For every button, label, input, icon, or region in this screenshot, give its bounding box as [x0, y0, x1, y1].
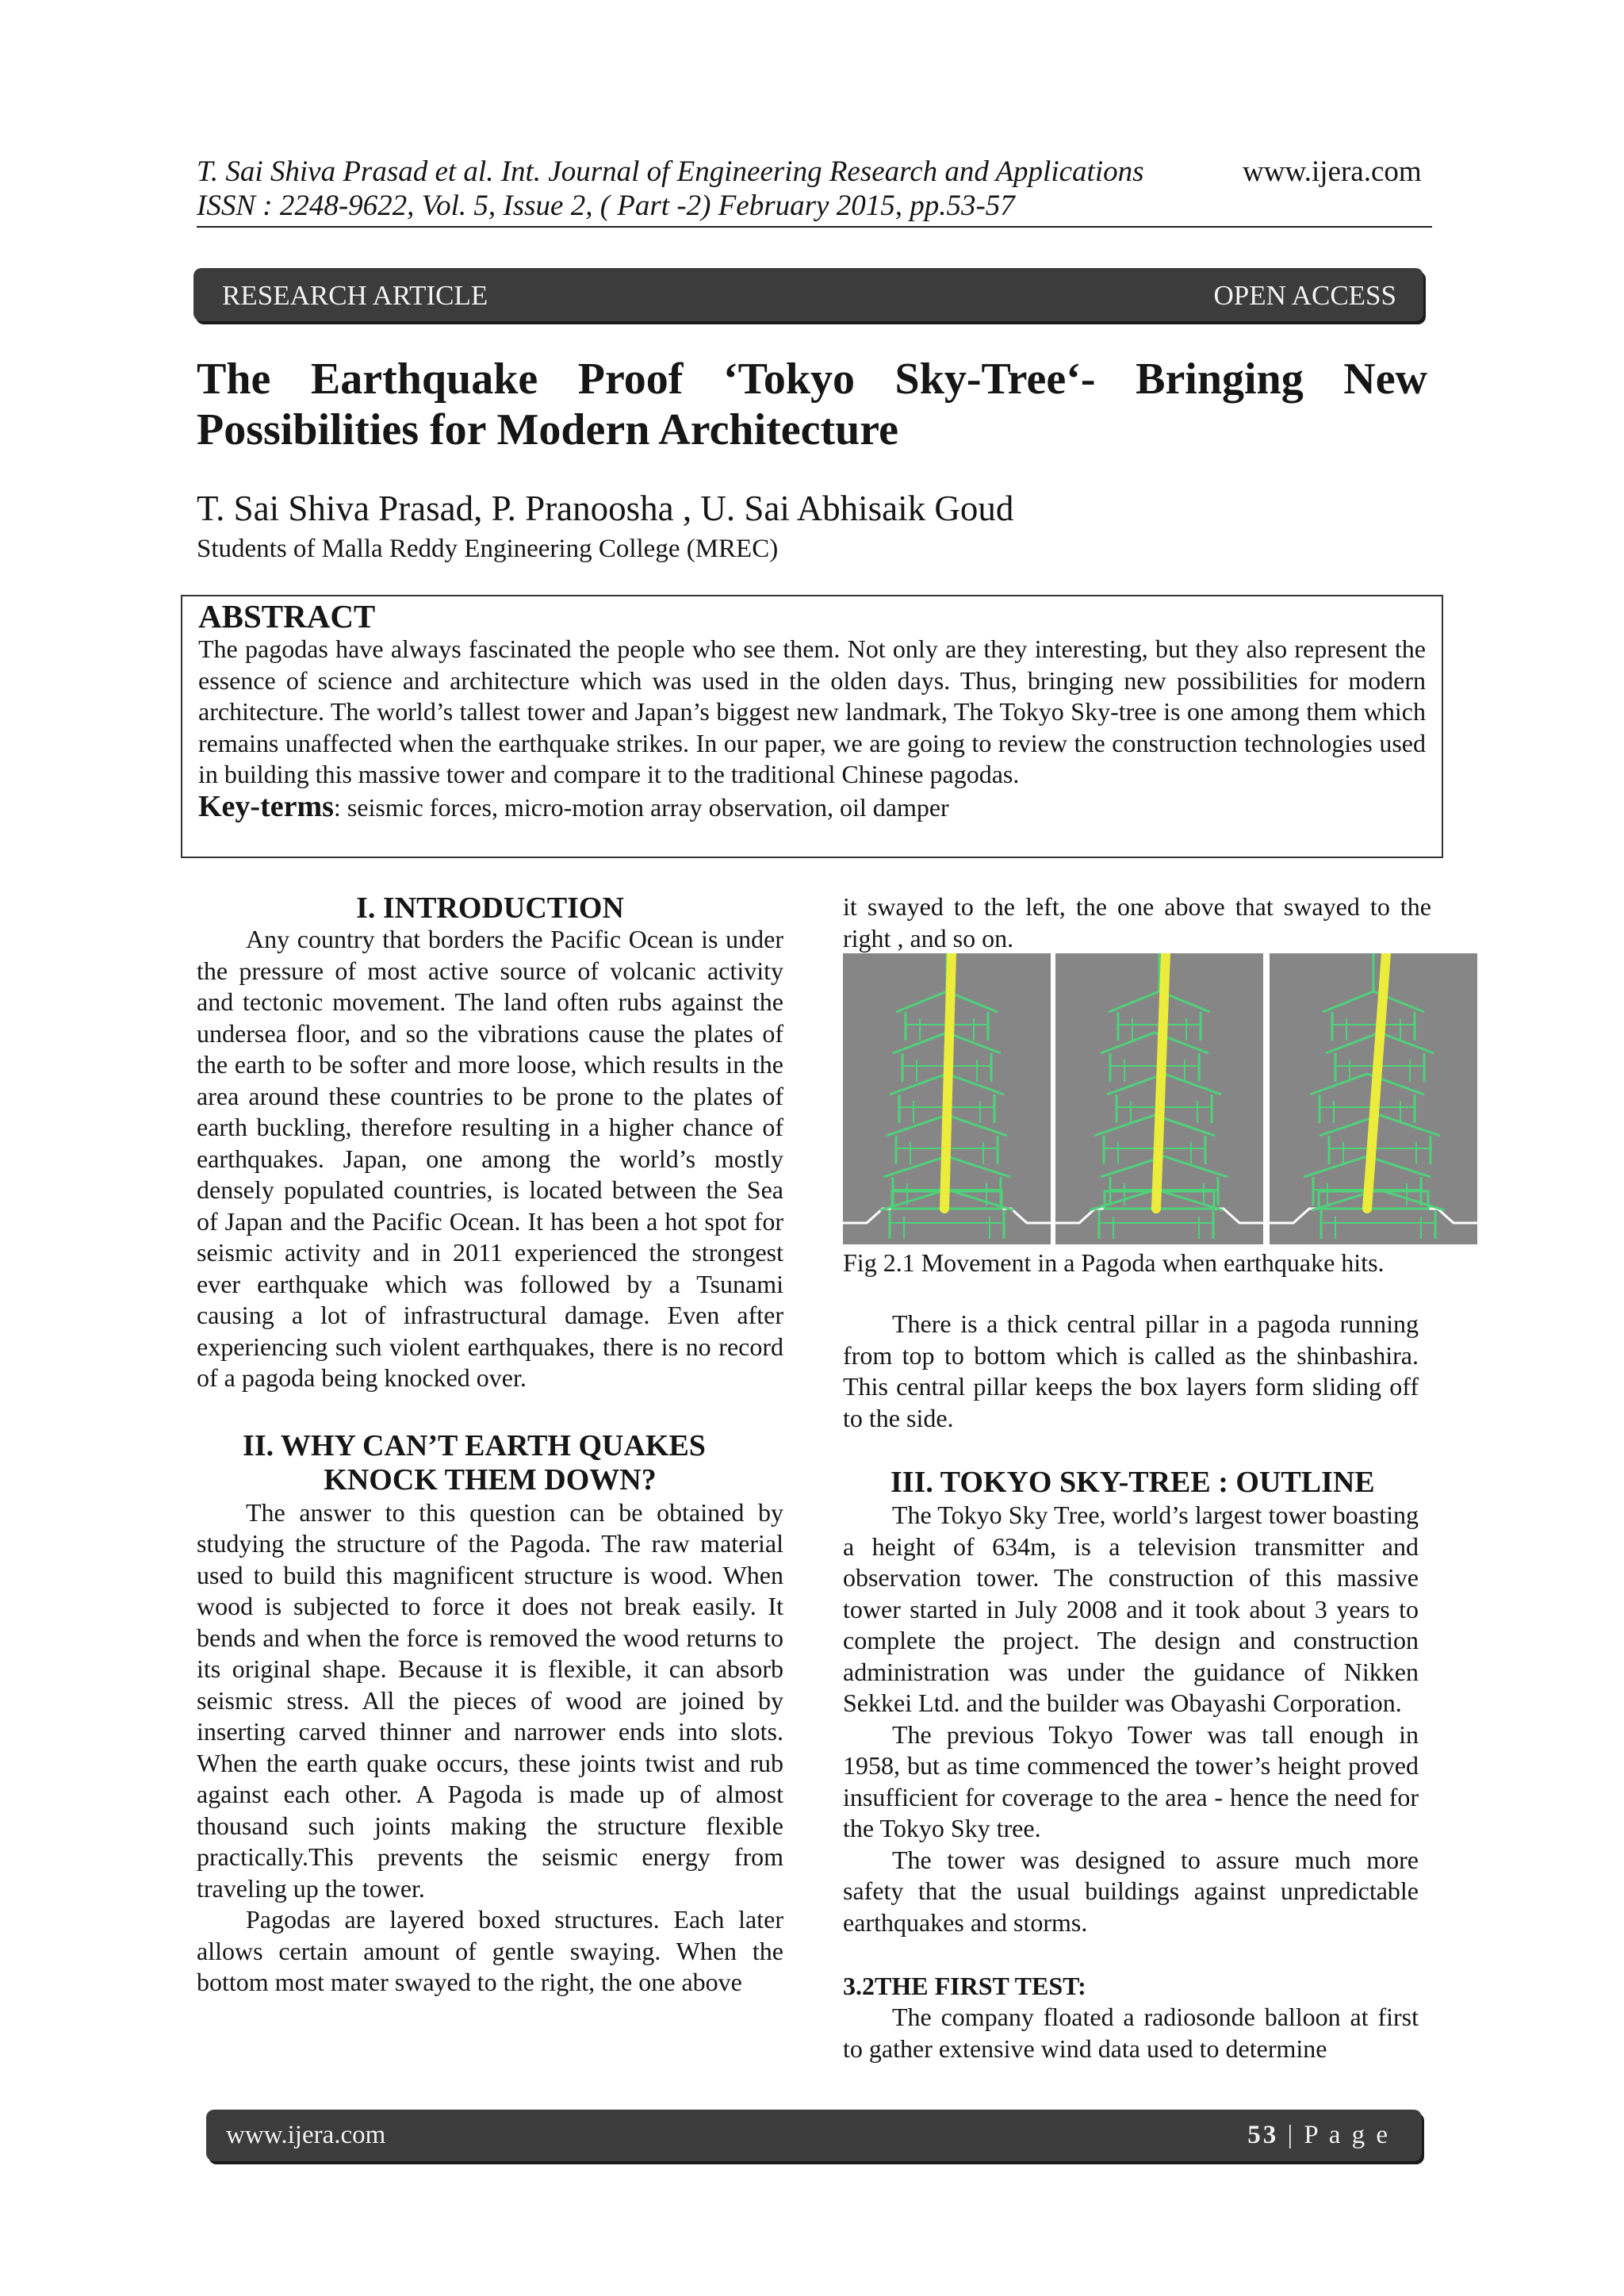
page-footer — [206, 2110, 1422, 2161]
left-column — [197, 891, 783, 1999]
footer-url[interactable]: www.ijera.com — [226, 2121, 386, 2149]
figure-caption: Fig 2.1 Movement in a Pagoda when earthquake hits. — [843, 1248, 1385, 1277]
key-terms-text: : seismic forces, micro-motion array observation, oil damper — [333, 792, 949, 822]
key-terms-label: Key-terms — [198, 789, 334, 823]
page-number-value: 53 — [1247, 2121, 1279, 2149]
section2-paragraph-1: The answer to this question can be obtained by studying the structure of the Pagoda. The raw material used to build this magnificent structure is wood. When wood is subjected to force it does not break easily. It bends and when the force is removed the wood returns to its original shape. Because it is flexible, it can absorb seismic stress. All the pieces of wood are joined by inserting carved thinner and narrower ends into slots. When the earth quake occurs, these joints twist and rub against each other. A Pagoda is made up of almost thousand such joints making the structure flexible practically.This prevents the seismic energy from traveling up the tower. — [197, 1497, 783, 1903]
abstract-box — [181, 595, 1443, 858]
section2-heading-line1: II. WHY CAN’T EARTH QUAKES — [243, 1428, 706, 1462]
author-affiliation: Students of Malla Reddy Engineering College (MREC) — [197, 535, 779, 563]
section3-heading: III. TOKYO SKY-TREE : OUTLINE — [891, 1466, 1375, 1499]
journal-header-line1: T. Sai Shiva Prasad et al. Int. Journal of Engineering Research and Applications — [197, 155, 1144, 188]
author-list: T. Sai Shiva Prasad, P. Pranoosha , U. Sai Abhisaik Goud — [197, 489, 1014, 528]
pagoda-panel-2 — [1055, 953, 1263, 1244]
page-label: | P a g e — [1278, 2121, 1390, 2149]
right-column-top — [843, 891, 1431, 954]
paper-title: The Earthquake Proof ‘Tokyo Sky-Tree‘- Bringing New Possibilities for Modern Architecture — [197, 355, 1427, 454]
section2-paragraph-2: Pagodas are layered boxed structures. Each later allows certain amount of gentle swaying. When the bottom most mater swayed to the right, the one above — [197, 1905, 783, 1996]
page-number — [1247, 2121, 1390, 2150]
introduction-text: Any country that borders the Pacific Ocean is under the pressure of most active source of volcanic activity and tectonic movement. The land often rubs against the undersea floor, and so the vibrations cause the plates of the earth to be softer and more loose, which results in the area around these countries to be prone to the plates of earth buckling, therefore resulting in a higher chance of earthquakes. Japan, one among the world’s mostly densely populated countries, is located between the Sea of Japan and the Pacific Ocean. It has been a hot spot for seismic activity and in 2011 experienced the strongest ever earthquake which was followed by a Tsunami causing a lot of infrastructural damage. Even after experiencing such violent earthquakes, there is no record of a pagoda being knocked over. — [197, 925, 783, 1392]
journal-header-line2: ISSN : 2248-9622, Vol. 5, Issue 2, ( Part -2) February 2015, pp.53-57 — [197, 190, 1015, 222]
section3-paragraph-1: The Tokyo Sky Tree, world’s largest tower boasting a height of 634m, is a television transmitter and observation tower. The construction of this massive tower started in July 2008 and it took about 3 years to complete the project. The design and construction administration was under the guidance of Nikken Sekkei Ltd. and the builder was Obayashi Corporation. — [843, 1501, 1419, 1717]
right-column-bottom — [843, 1309, 1419, 2064]
abstract-text: The pagodas have always fascinated the people who see them. Not only are they interesting, but they also represent the essence of science and architecture which was used in the olden days. Thus, bringing new possibilities for modern architecture. The world’s tallest tower and Japan’s biggest new landmark, The Tokyo Sky-tree is one among them which remains unaffected when the earthquake strikes. In our paper, we are going to review the construction technologies used in building this massive tower and compare it to the traditional Chinese pagodas. — [198, 634, 1426, 788]
section3-paragraph-2: The previous Tokyo Tower was tall enough in 1958, but as time commenced the tower’s height proved insufficient for coverage to the area - hence the need for the Tokyo Sky tree. — [843, 1719, 1419, 1842]
abstract-heading: ABSTRACT — [198, 598, 376, 634]
introduction-heading: I. INTRODUCTION — [356, 891, 624, 925]
section2-heading-line2: KNOCK THEM DOWN? — [324, 1462, 657, 1497]
continued-text: it swayed to the left, the one above that swayed to the right , and so on. — [843, 892, 1431, 953]
research-article-label: RESEARCH ARTICLE — [222, 280, 488, 311]
pagoda-panel-1 — [843, 953, 1051, 1244]
pagoda-panel-3 — [1270, 953, 1477, 1244]
subsection-heading: 3.2THE FIRST TEST: — [843, 1972, 1086, 2000]
section3-paragraph-3: The tower was designed to assure much more safety that the usual buildings against unpredictable earthquakes and storms. — [843, 1845, 1419, 1937]
key-terms — [198, 791, 1426, 823]
open-access-label: OPEN ACCESS — [1213, 280, 1396, 311]
header-rule — [197, 226, 1432, 228]
shinbashira-paragraph: There is a thick central pillar in a pagoda running from top to bottom which is called as the shinbashira. This central pillar keeps the box layers form sliding off to the side. — [843, 1309, 1419, 1432]
article-type-banner — [193, 268, 1423, 321]
header-url[interactable]: www.ijera.com — [1243, 155, 1422, 188]
subsection-text: The company floated a radiosonde balloon at first to gather extensive wind data used to determine — [843, 2003, 1419, 2063]
